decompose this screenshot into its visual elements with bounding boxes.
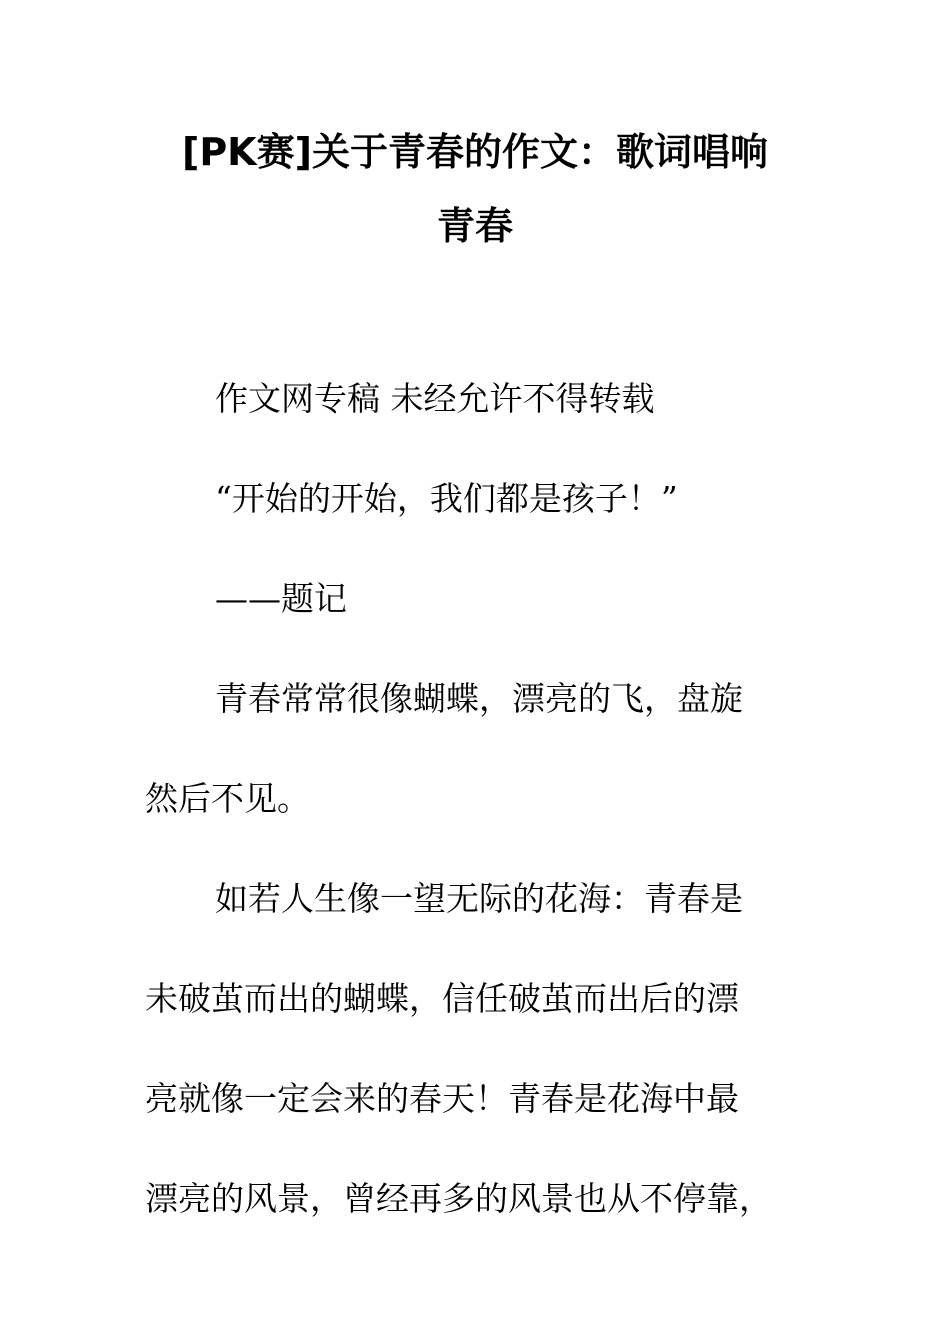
paragraph-line: 亮就像一定会来的春天！青春是花海中最 <box>145 1079 739 1118</box>
paragraph-line: 未破茧而出的蝴蝶，信任破茧而出后的漂 <box>145 979 739 1018</box>
epigraph-attribution: ——题记 <box>215 579 347 618</box>
title-line-1: [PK赛]关于青春的作文：歌词唱响 <box>181 130 769 174</box>
paragraph-line: 然后不见。 <box>145 779 310 818</box>
paragraph-line: 青春常常很像蝴蝶，漂亮的飞，盘旋 <box>215 679 743 718</box>
title-line-2: 青春 <box>436 204 513 248</box>
paragraph-line: 如若人生像一望无际的花海：青春是 <box>215 879 743 918</box>
source-note: 作文网专稿 未经允许不得转载 <box>215 379 655 418</box>
epigraph-quote: “开始的开始，我们都是孩子！” <box>215 479 678 518</box>
paragraph-line: 漂亮的风景，曾经再多的风景也从不停靠， <box>145 1179 772 1218</box>
